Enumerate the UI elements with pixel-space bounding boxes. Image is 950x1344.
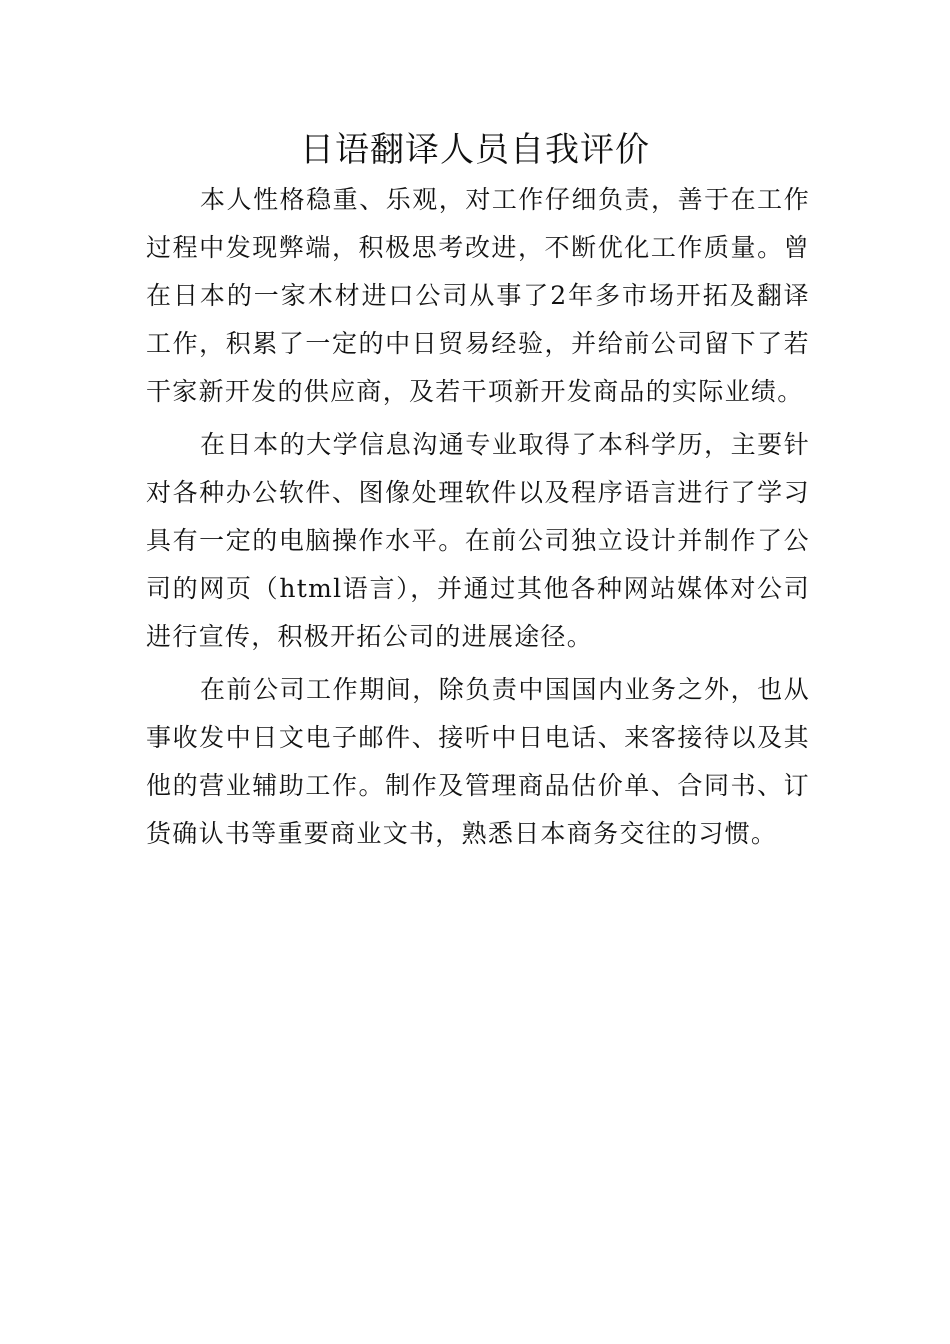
document-title: 日语翻译人员自我评价 <box>300 130 650 170</box>
paragraph-education: 在日本的大学信息沟通专业取得了本科学历，主要针对各种办公软件、图像处理软件以及程序语言进行了学习具有一定的电脑操作水平。在前公司独立设计并制作了公司的网页（html语言），并通过其他各种网站媒体对公司进行宣传，积极开拓公司的进展途径。 <box>146 430 810 651</box>
paragraph-work-experience: 在前公司工作期间，除负责中国国内业务之外，也从事收发中日文电子邮件、接听中日电话、来客接待以及其他的营业辅助工作。制作及管理商品估价单、合同书、订货确认书等重要商业文书，熟悉日本商务交往的习惯。 <box>146 675 810 848</box>
paragraph-personality: 本人性格稳重、乐观，对工作仔细负责，善于在工作过程中发现弊端，积极思考改进，不断优化工作质量。曾在日本的一家木材进口公司从事了2年多市场开拓及翻译工作，积累了一定的中日贸易经验，并给前公司留下了若干家新开发的供应商，及若干项新开发商品的实际业绩。 <box>146 185 810 406</box>
document-body <box>146 176 810 863</box>
